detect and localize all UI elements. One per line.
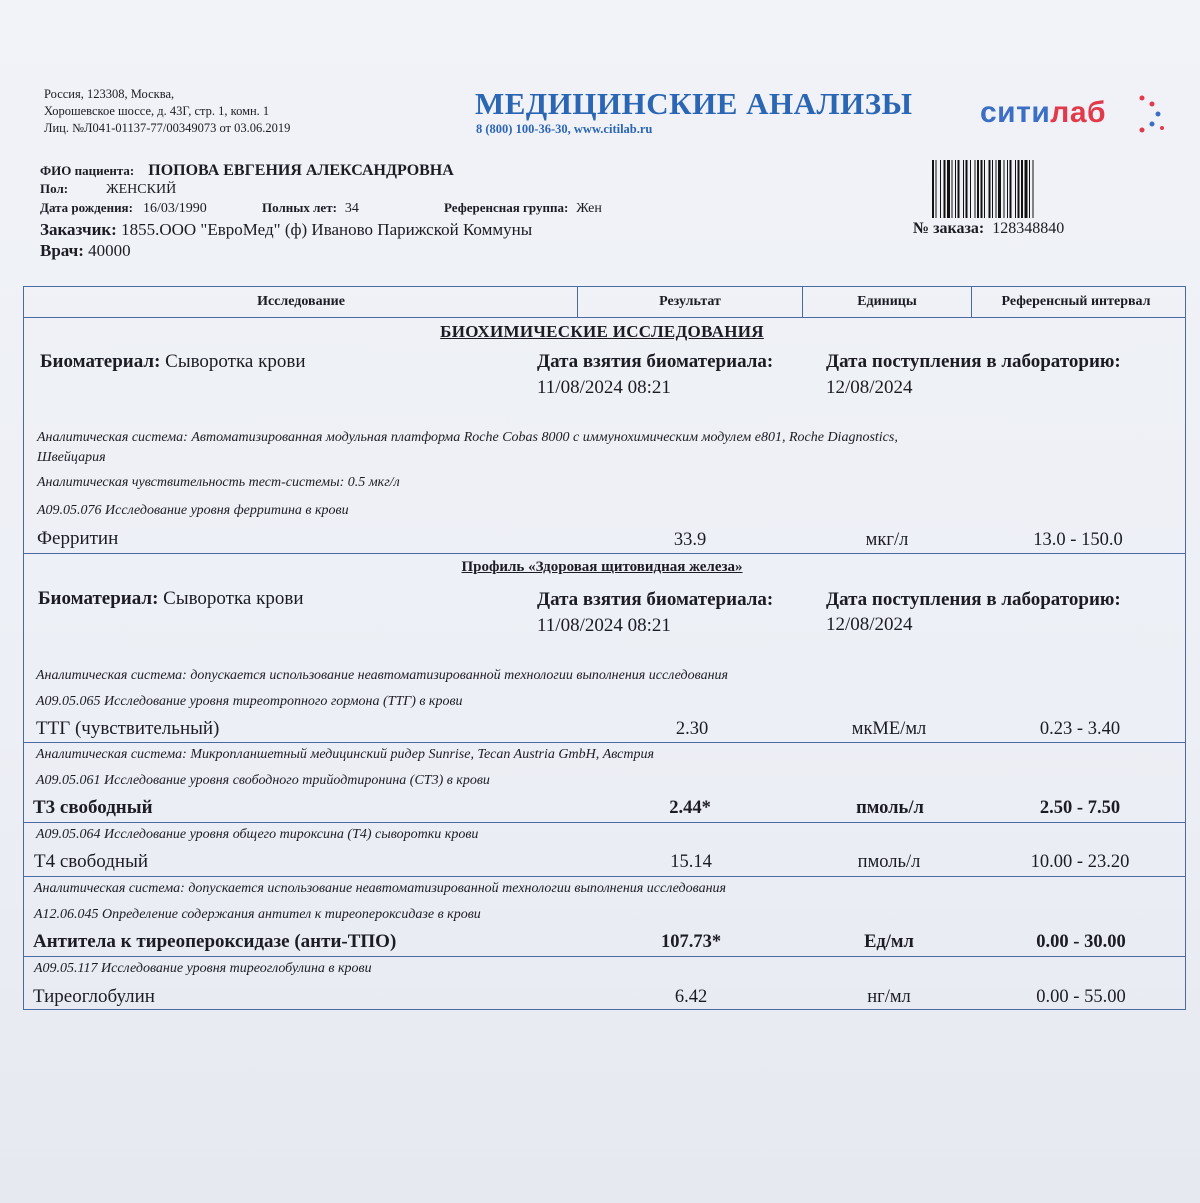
row-divider bbox=[23, 876, 1186, 877]
test-name: Антитела к тиреопероксидазе (анти-ТПО) bbox=[33, 931, 397, 952]
test-ref: 10.00 - 23.20 bbox=[1030, 852, 1130, 872]
test-ref: 0.00 - 55.00 bbox=[1036, 987, 1126, 1007]
col-header-ref: Референсный интервал bbox=[1001, 294, 1151, 309]
biomaterial: Биоматериал: Сыворотка крови bbox=[38, 588, 304, 609]
col-divider bbox=[802, 287, 803, 317]
test-name: Т3 свободный bbox=[33, 797, 153, 818]
test-result-flagged: 2.44* bbox=[669, 798, 711, 818]
test-name: Тиреоглобулин bbox=[33, 986, 155, 1007]
test-units: мкг/л bbox=[865, 530, 909, 550]
test-code-note: A09.05.076 Исследование уровня ферритина в крови bbox=[37, 503, 349, 518]
test-result: 6.42 bbox=[674, 987, 708, 1007]
test-name: ТТГ (чувствительный) bbox=[36, 718, 220, 739]
patient-name: ПОПОВА ЕВГЕНИЯ АЛЕКСАНДРОВНА bbox=[148, 162, 454, 179]
section-title-thyroid: Профиль «Здоровая щитовидная железа» bbox=[461, 559, 743, 575]
row-divider bbox=[23, 822, 1186, 823]
analytic-system-note: Аналитическая система: допускается использование неавтоматизированной технологии выполнения исследования bbox=[36, 668, 729, 683]
test-result: 15.14 bbox=[670, 852, 712, 872]
analytic-system-note: Аналитическая система: допускается использование неавтоматизированной технологии выполнения исследования bbox=[34, 881, 727, 896]
ref-group-row: Референсная группа: Жен bbox=[444, 200, 602, 216]
age-row: Полных лет: 34 bbox=[262, 200, 359, 216]
test-code-note: A09.05.064 Исследование уровня общего тироксина (Т4) сыворотки крови bbox=[36, 827, 479, 842]
patient-name-row: ФИО пациента: ПОПОВА ЕВГЕНИЯ АЛЕКСАНДРОВНА bbox=[40, 162, 454, 179]
customer-row: Заказчик: 1855.ООО "ЕвроМед" (ф) Иваново Парижской Коммуны bbox=[40, 220, 533, 239]
dob-row: Дата рождения: 16/03/1990 bbox=[40, 200, 207, 216]
test-units: пмоль/л bbox=[857, 852, 921, 872]
row-divider bbox=[23, 742, 1186, 743]
row-divider bbox=[23, 553, 1186, 554]
analytic-system-note: Швейцария bbox=[37, 450, 106, 465]
sex-row: Пол: ЖЕНСКИЙ bbox=[40, 181, 177, 197]
received-label: Дата поступления в лабораторию: bbox=[826, 351, 1121, 372]
col-header-study: Исследование bbox=[257, 294, 345, 309]
test-units: Ед/мл bbox=[864, 932, 914, 952]
logo-dots-icon bbox=[1136, 92, 1166, 136]
test-ref: 2.50 - 7.50 bbox=[1039, 798, 1121, 818]
license-line: Лиц. №Л041-01137-77/00349073 от 03.06.2019 bbox=[44, 121, 291, 135]
lab-address bbox=[44, 86, 290, 137]
address-line: Хорошевское шоссе, д. 43Г, стр. 1, комн. 1 bbox=[44, 104, 270, 118]
order-row: № заказа: 128348840 bbox=[913, 220, 1065, 237]
test-units: нг/мл bbox=[867, 987, 911, 1007]
barcode-icon bbox=[930, 160, 1100, 218]
test-result-flagged: 107.73* bbox=[660, 932, 722, 952]
test-name: Ферритин bbox=[37, 528, 119, 549]
test-result: 2.30 bbox=[675, 719, 709, 739]
test-ref: 0.23 - 3.40 bbox=[1039, 719, 1121, 739]
doctor-row: Врач: 40000 bbox=[40, 241, 131, 260]
section-title-biochem: БИОХИМИЧЕСКИЕ ИССЛЕДОВАНИЯ bbox=[440, 322, 764, 341]
biomaterial: Биоматериал: Сыворотка крови bbox=[40, 351, 306, 372]
taken-date: 11/08/2024 08:21 bbox=[537, 615, 671, 636]
test-code-note: A09.05.065 Исследование уровня тиреотропного гормона (ТТГ) в крови bbox=[36, 694, 463, 709]
col-divider bbox=[577, 287, 578, 317]
contact-line: 8 (800) 100-36-30, www.citilab.ru bbox=[476, 122, 653, 136]
header-divider bbox=[23, 317, 1186, 318]
test-name: Т4 свободный bbox=[34, 851, 149, 872]
test-units: мкМЕ/мл bbox=[851, 719, 927, 739]
address-line: Россия, 123308, Москва, bbox=[44, 87, 175, 101]
test-code-note: A09.05.061 Исследование уровня свободного трийодтиронина (СТ3) в крови bbox=[36, 773, 490, 788]
received-date: 12/08/2024 bbox=[826, 377, 913, 398]
test-ref: 13.0 - 150.0 bbox=[1033, 530, 1123, 550]
test-result: 33.9 bbox=[673, 530, 707, 550]
citilab-logo: ситилаб bbox=[980, 96, 1107, 129]
test-code-note: A12.06.045 Определение содержания антител к тиреопероксидазе в крови bbox=[34, 907, 481, 922]
analytic-system-note: Аналитическая система: Микропланшетный медицинский ридер Sunrise, Tecan Austria GmbH, Австрия bbox=[36, 747, 654, 762]
taken-date: 11/08/2024 08:21 bbox=[537, 377, 671, 398]
sensitivity-note: Аналитическая чувствительность тест-системы: 0.5 мкг/л bbox=[37, 475, 400, 490]
row-divider bbox=[23, 956, 1186, 957]
test-code-note: A09.05.117 Исследование уровня тиреоглобулина в крови bbox=[34, 961, 372, 976]
test-units: пмоль/л bbox=[856, 798, 924, 818]
analytic-system-note: Аналитическая система: Автоматизированная модульная платформа Roche Cobas 8000 с иммунохимическим модулем e801, Roche Diagnostics, bbox=[37, 430, 898, 445]
col-divider bbox=[971, 287, 972, 317]
taken-label: Дата взятия биоматериала: bbox=[537, 351, 774, 372]
test-ref: 0.00 - 30.00 bbox=[1036, 932, 1126, 952]
received-date: 12/08/2024 bbox=[826, 614, 913, 635]
col-header-units: Единицы bbox=[857, 294, 917, 309]
report-title: МЕДИЦИНСКИЕ АНАЛИЗЫ bbox=[475, 86, 913, 121]
taken-label: Дата взятия биоматериала: bbox=[537, 589, 774, 610]
col-header-result: Результат bbox=[659, 294, 721, 309]
received-label: Дата поступления в лабораторию: bbox=[826, 589, 1121, 610]
